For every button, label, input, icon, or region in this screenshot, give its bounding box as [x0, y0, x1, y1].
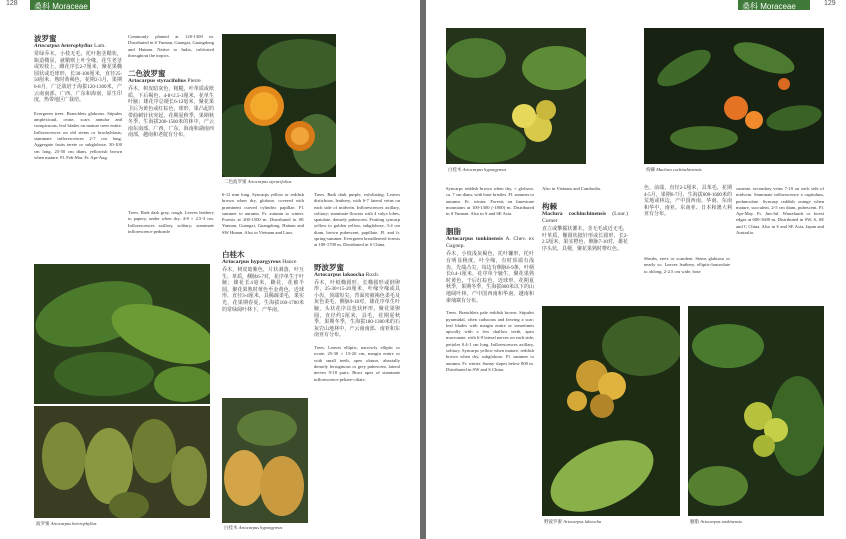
column-2-lower: [128, 210, 214, 235]
photo-caption: 胭脂 Artocarpus tonkinensis: [690, 519, 742, 524]
column-4: [314, 192, 400, 383]
description-en: Trees. Leaves elliptic, narrowly elliptic or ovate, 25-30 × 15-20 cm, margin entire or with small teeth, apex obtuse, abaxially densely ferruginous or grey pubescent, lateral nerves 9-18 pairs. Bract apex of staminate inflorescence peltate-ciliate.: [314, 345, 400, 382]
description-en: Also in Vietnam and Cambodia.: [542, 186, 601, 191]
column-3: [644, 186, 732, 219]
photo-caption: 二色波罗蜜 Artocarpus styracifolius: [224, 179, 292, 184]
photo-hypargyreus-fruit: [222, 398, 308, 523]
fruit-photo-icon: [34, 406, 210, 518]
species-name-latin: Artocarpus lakoocha Roxb.: [314, 271, 380, 278]
photo-caption: 波罗蜜 Artocarpus heterophyllus: [36, 521, 97, 526]
description-en: 6-12 mm long. Syncarps yellow or reddish brown when dry, globose, covered with prominent curved cylindric papillae. Fl. summer to autumn. Fr. autumn to winter. Forests at 200-1500 m. Distributed in SE Yunnan, Guangxi, Guangdong, Hainan and SW Hunan. Also in Vietnam and Laos.: [222, 192, 304, 235]
species-name-cn: 构棘: [542, 202, 557, 212]
species-name-cn: 胭脂: [446, 227, 461, 237]
fruit-photo-icon: [222, 34, 336, 177]
column-2: [128, 34, 214, 140]
description-en: Evergreen trees. Branchlets glabrous. Stipules amplexicaul, ovate, scars annular and conspicuous; leaf blades on mature trees entire. Inflorescences on old stems or brachyblasts; staminate inflorescences 2-7 cm long. Aggregate fruits terete or subglobose, 30-100 cm long, 25-50 cm diam, yellowish brown when mature. Fl. Feb-Mar. Fr. Apr-Aug.: [34, 110, 122, 160]
photo-hypargyreus: [446, 28, 586, 164]
fruit-photo-icon: [222, 398, 308, 523]
photo-heterophyllus-fruit: [34, 406, 210, 518]
species-name-latin: Artocarpus tonkinensis A. Chev. ex Gagnep.: [446, 236, 534, 250]
description-cn: 直立或攀援状灌木，茎无毛或近无毛，叶革质，椭圆状披针形或长圆形，长2-2.5厘米，果实橙色，侧脉7-10对，雄花序头状，具梗，聚花果熟时橙红色。: [542, 227, 628, 253]
photo-maclura: [644, 28, 824, 164]
species-name-latin: Artocarpus hypargyreus Hance: [222, 259, 297, 266]
description-en: Commonly planted at 120-1300 m. Distributed in S Yunnan, Guangxi, Guangdong and Hainan. Native to India, cultivated throughout the tropics.: [128, 34, 214, 58]
description-cn: 乔木，树皮暗灰色，粗糙，叶革质或纸质，下后褐色，4-8×2.5-3厘米，花单生叶腋；雄花序总梗长6-12毫米，聚花果卫后为黄色或红棕色，球形，果凸起的带曲刺针状突起，花期夏秋季，果期秋冬季，生海拔200-1500米的林中，产云南东南部、广西、广东、海南和湖南西南部，越南和老挝有分布。: [128, 87, 214, 139]
species-name-cn: 野波罗蜜: [314, 262, 344, 272]
page-number: 128: [6, 0, 18, 7]
species-name-cn: 白桂木: [222, 250, 245, 260]
page-number: 129: [824, 0, 836, 7]
fruit-photo-icon: [644, 28, 824, 164]
photo-lakoocha: [542, 306, 680, 516]
species-name-cn: 波罗蜜: [34, 34, 57, 43]
description-en: Trees. Bark dark gray, rough. Leaves leathery to papery, under when dry, 4-8 × 2.5-3 cm. Inflorescences axillary, solitary; staminate inflorescence peduncle: [128, 210, 214, 234]
species-name-latin: Artocarpus styracifolius Pierre: [128, 78, 201, 85]
column-4: [736, 186, 824, 236]
column-1: [446, 186, 534, 373]
right-page: [426, 0, 846, 539]
photo-caption: 构棘 Maclura cochinchinensis: [646, 167, 702, 172]
description-cn: 乔木，小枝浅灰褐色，托叶镰形，托叶有明显稜度，叶全缘，有时顶端有浅齿，先端凸尖，每边有侧脉6-9条，叶柄长0.4-1厘米，花序单个腋生，聚花果熟时黄色，干后红棕色，近球形，花期夏秋季，果期冬季，生海拔800米以下的山地阔叶林，产中国西南和华南，越南和柬埔寨有分布。: [446, 252, 534, 304]
fruit-photo-icon: [446, 28, 586, 164]
photo-caption: 野波罗蜜 Artocarpus lakoocha: [544, 519, 602, 524]
description-cn: 乔木，叶纸椭圆形，长椭圆形或倒卵形，25-30×15-20厘米，叶缘全缘或具小齿，顶端短尖，背面密被褐色柔毛及灰色柔毛，侧脉9-18对，雄花序单生叶腋，头状花序具苞状杯形，聚花果卵圆，直径约5厘米，具毛，花期夏秋季，果期冬季，生海拔180-1300米的石灰岩山地林中，产云南南部、南亚和东南亚有分布。: [314, 280, 400, 339]
photo-caption: 白桂木 Artocarpus hypargyreus: [448, 167, 507, 172]
description-en: Syncarps reddish brown when dry, + globose, ca. 7 cm diam, with base bristles. Fl. summer to autumn. Fr. winter. Forests on limestone mountains at 100-1300 (-1800) m. Distributed in S Yunnan. Also in S and SE Asia.: [446, 186, 534, 217]
photo-caption: 白桂木 Artocarpus hypargyreus: [224, 525, 283, 530]
column-3: [222, 192, 304, 314]
column-3-lower: [644, 256, 730, 275]
fruit-photo-icon: [542, 306, 680, 516]
description-cn: 色，前端，直径2-5厘米，具苯毛，花期4-5月，果期6-7月，生海拔600-1600米的荒地或林边，产中国西南、华南、东南和华中，南亚、东南亚、日本和澳大利亚有分布。: [644, 186, 732, 218]
running-header: 桑科 Moraceae: [742, 2, 796, 11]
description-cn: 常绿乔木，小枝无毛，托叶抱茎鞘状，瓶造鞘显，就鞘则上叶全缘，花生老茎或短枝上，雌花序长2-7厘米，聚花果椭圆状或近球形，长30-100厘米，直径25-50厘米，熟时黄褐色，花期2-3月，果期6-8月，广泛栽培于海拔120-1300米，产云南南部、广西、广东和海南，原生印度，热带地区广栽培。: [34, 52, 122, 104]
fruit-photo-icon: [688, 306, 824, 516]
running-header: 桑科 Moraceae: [34, 2, 88, 11]
description-en: Trees. Bark dark purple, exfoliating. Leaves distichous, leathery, with 6-7 lateral veins on each side of midvein. Inflorescences axillary, solitary; staminate flowers with 4 calyx lobes, spatulate, densely pubescent. Fruiting syncarp yellow to golden yellow, subglobose, 3-4 cm diam, brown pubescent, papillate. Fl. and fr. spring-summer. Evergreen broadleaved forests at 100-1700 m. Distributed in S China.: [314, 192, 400, 248]
photo-styracifolius: [222, 34, 336, 177]
species-name-latin: Maclura cochinchinensis (Lour.) Corner: [542, 211, 628, 225]
species-name-cn: 二色波罗蜜: [128, 69, 166, 79]
description-en: cuneate, secondary veins 7-10 on each side of midvein. Staminate inflorescence a capitulum, pedunculate. Syncarp reddish orange when mature, succulent, 2-5 cm diam, pubescent. Fl. Apr-May. Fr. Jun-Jul. Wastelands or forest edges at 600-1600 m. Distributed in SW, S, SE and C China. Also in S and SE Asia, Japan and Australia.: [736, 186, 824, 236]
description-en: Shrubs, erect or scandent. Stems glabrous or nearly so. Leaves leathery, elliptic-lanceolate to oblong, 2-2.5 cm wide, base: [644, 256, 730, 274]
species-name-latin: Artocarpus heterophyllus Lam.: [34, 43, 106, 49]
photo-tonkinensis: [688, 306, 824, 516]
column-1: [34, 34, 122, 161]
description-en: Trees. Branchlets pale reddish brown. Stipules pyramidal, often caducous and leaving a scar; leaf blades with margin entire or sometimes apically with a few shallow teeth, apex mucronate, with 6-9 lateral nerves on each side; petioles 0.4-1 cm long. Inflorescences axillary, solitary. Syncarps yellow when mature, reddish brown when dry, subglobose. Fl. summer to autumn. Fr. winter. Sunny slopes below 800 m. Distributed in SW and S China.: [446, 310, 535, 372]
left-page: [0, 0, 420, 539]
leaf-photo-icon: [34, 264, 210, 404]
column-2: [542, 186, 628, 254]
description-cn: 乔木，树皮暗紫色，片状剥落，叶互生，革质，侧脉6-7对，花序单生于叶腋；雄花长4毫米，雌花，花被半圆，聚花果熟时黄色至金黄色，近球形，直径3-4厘米，具稀疏柔毛，果实光，花果期春夏，生海拔160-1700米的常绿阔叶林下，产华南。: [222, 268, 304, 313]
photo-heterophyllus-leaves: [34, 264, 210, 404]
